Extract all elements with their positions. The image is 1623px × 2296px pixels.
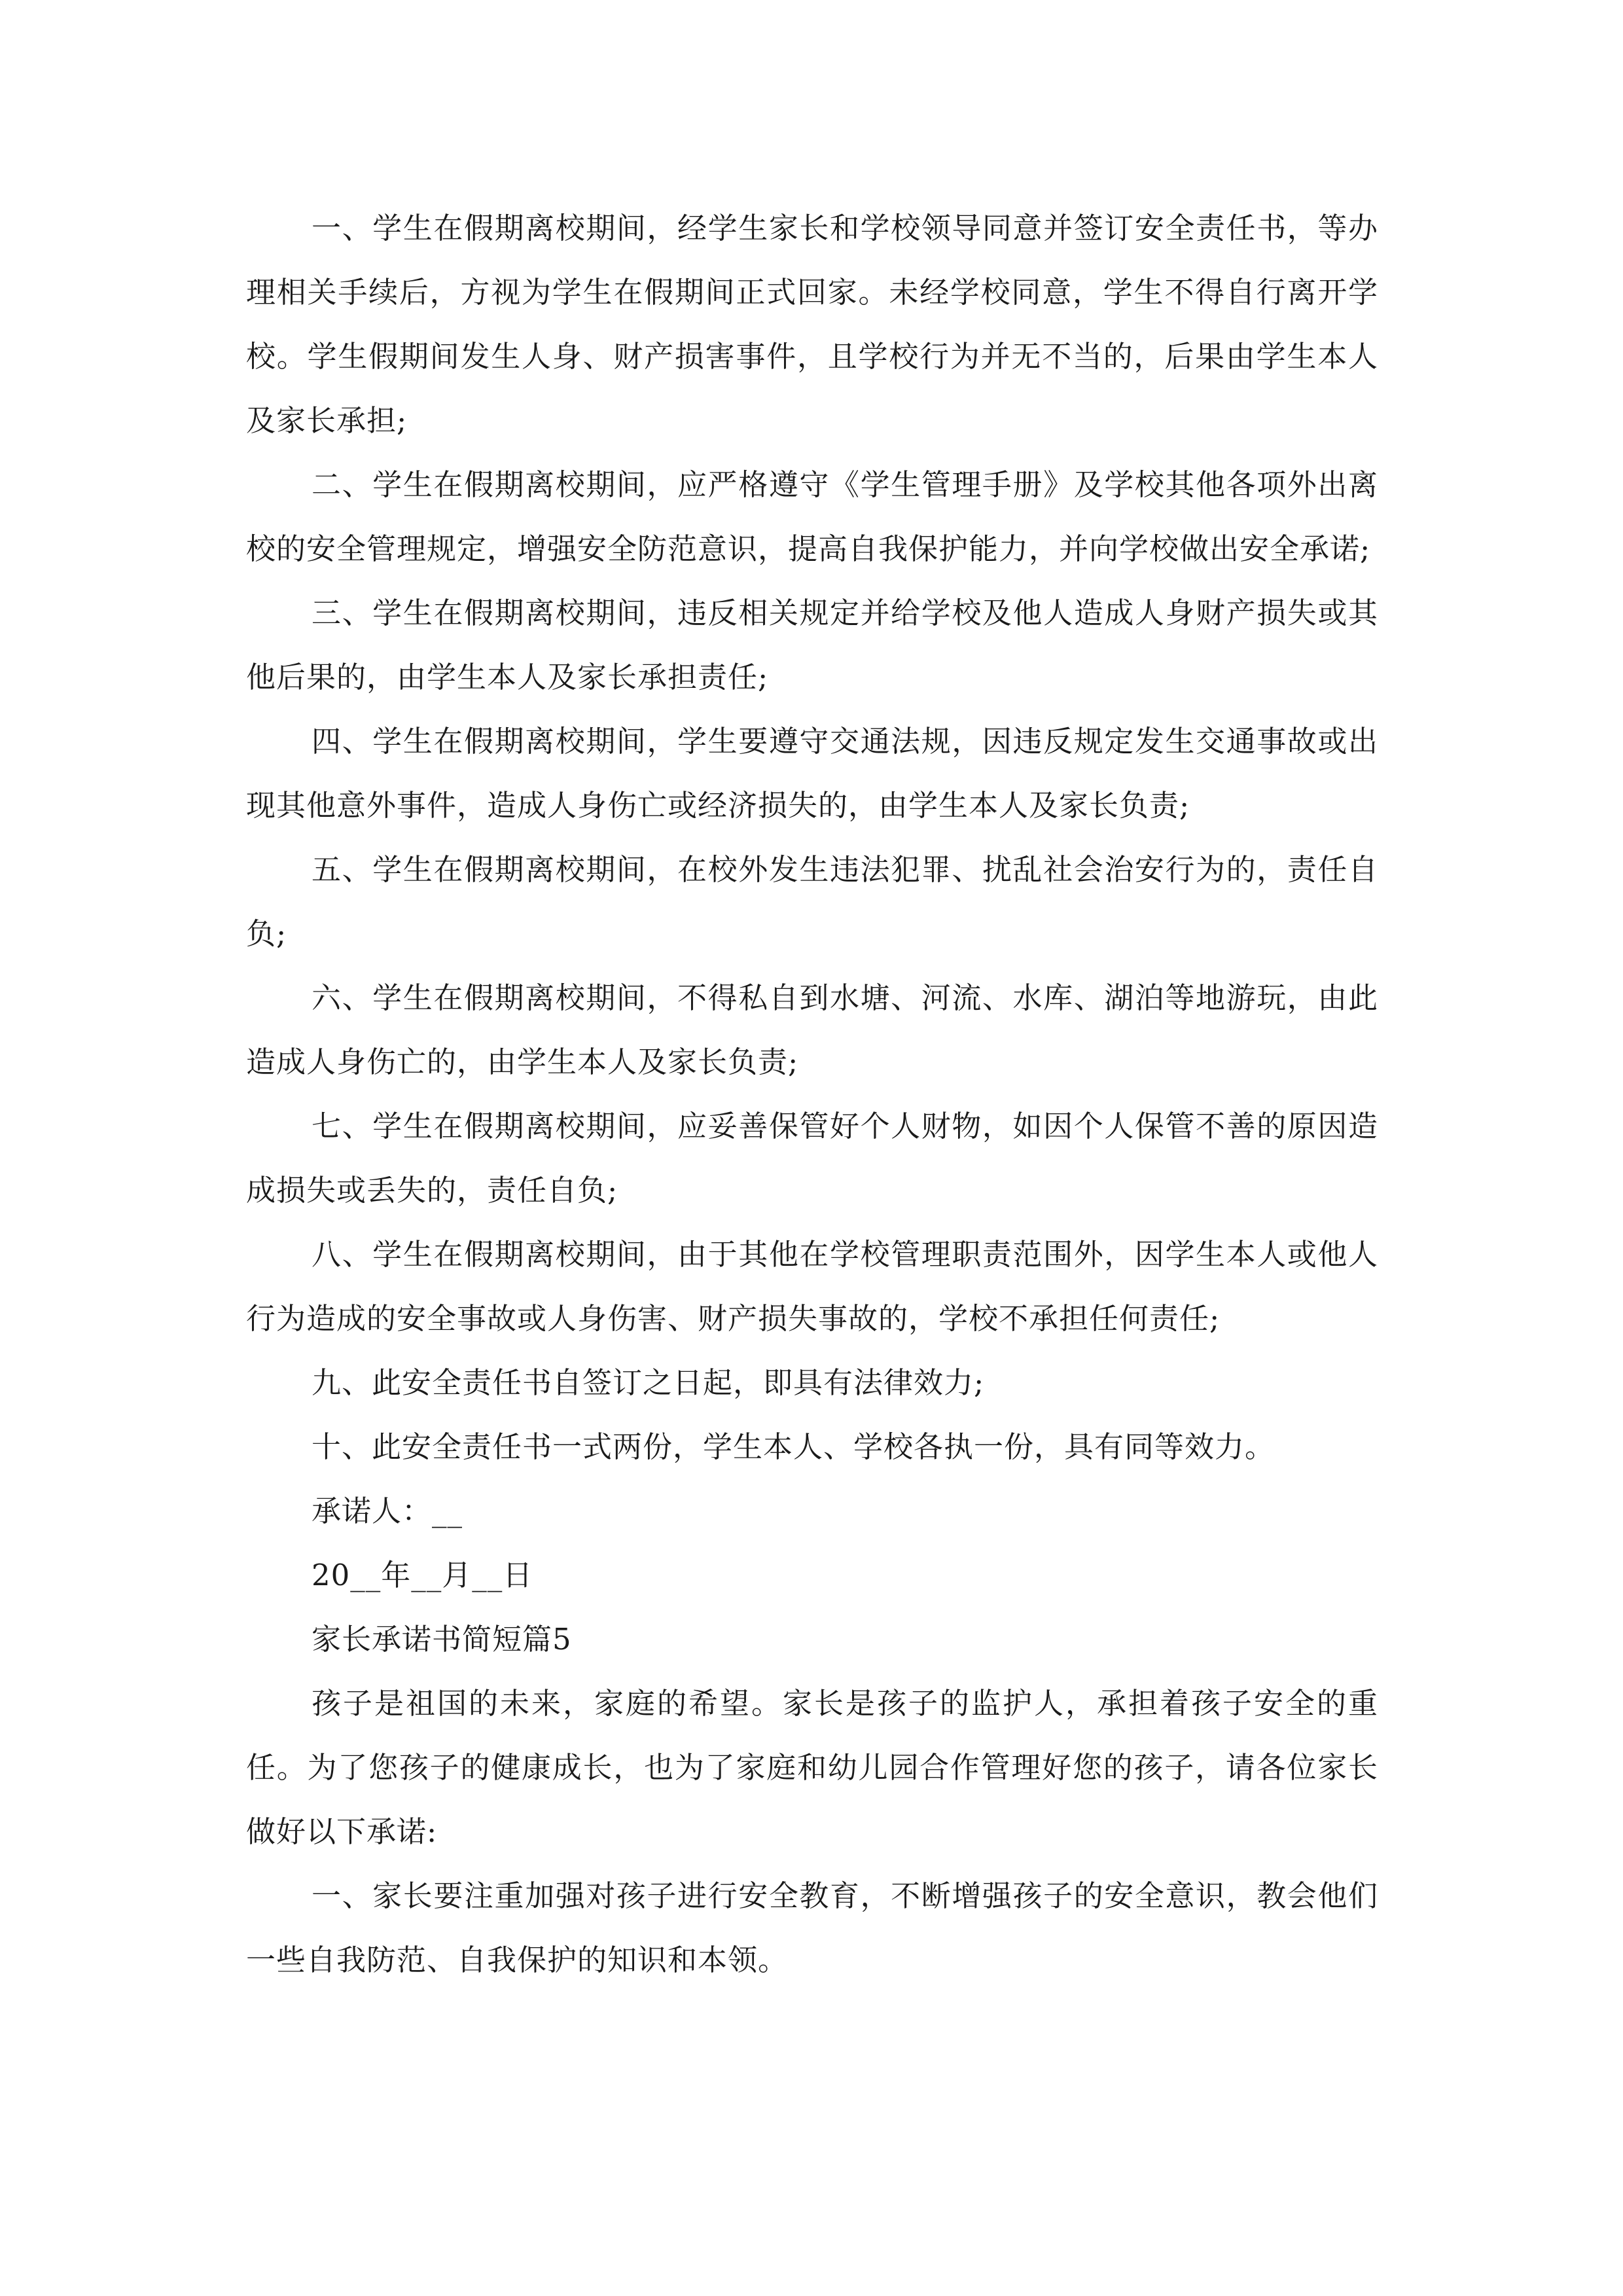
paragraph-rule-5: 五、学生在假期离校期间，在校外发生违法犯罪、扰乱社会治安行为的，责任自负; bbox=[246, 852, 1378, 951]
paragraph-rule-6: 六、学生在假期离校期间，不得私自到水塘、河流、水库、湖泊等地游玩，由此造成人身伤亡的，由学生本人及家长负责; bbox=[246, 980, 1378, 1079]
document-body bbox=[246, 196, 1378, 1992]
paragraph-commitment-1: 一、家长要注重加强对孩子进行安全教育，不断增强孩子的安全意识，教会他们一些自我防范、自我保护的知识和本领。 bbox=[246, 1878, 1378, 1977]
date-line: 20__年__月__日 bbox=[312, 1558, 533, 1592]
paragraph-rule-2: 二、学生在假期离校期间，应严格遵守《学生管理手册》及学校其他各项外出离校的安全管理规定，增强安全防范意识，提高自我保护能力，并向学校做出安全承诺; bbox=[246, 467, 1378, 566]
paragraph-rule-3: 三、学生在假期离校期间，违反相关规定并给学校及他人造成人身财产损失或其他后果的，由学生本人及家长承担责任; bbox=[246, 596, 1378, 694]
paragraph-intro: 孩子是祖国的未来，家庭的希望。家长是孩子的监护人，承担着孩子安全的重任。为了您孩子的健康成长，也为了家庭和幼儿园合作管理好您的孩子，请各位家长做好以下承诺: bbox=[246, 1686, 1378, 1849]
paragraph-rule-7: 七、学生在假期离校期间，应妥善保管好个人财物，如因个人保管不善的原因造成损失或丢失的，责任自负; bbox=[246, 1109, 1378, 1208]
signature-line: 承诺人：__ bbox=[312, 1494, 463, 1528]
section-title: 家长承诺书简短篇5 bbox=[312, 1622, 572, 1657]
paragraph-rule-8: 八、学生在假期离校期间，由于其他在学校管理职责范围外，因学生本人或他人行为造成的安全事故或人身伤害、财产损失事故的，学校不承担任何责任; bbox=[246, 1237, 1378, 1336]
paragraph-rule-9: 九、此安全责任书自签订之日起，即具有法律效力; bbox=[312, 1365, 985, 1400]
paragraph-rule-10: 十、此安全责任书一式两份，学生本人、学校各执一份，具有同等效力。 bbox=[312, 1429, 1275, 1464]
paragraph-rule-1: 一、学生在假期离校期间，经学生家长和学校领导同意并签订安全责任书，等办理相关手续后，方视为学生在假期间正式回家。未经学校同意，学生不得自行离开学校。学生假期间发生人身、财产损害事件，且学校行为并无不当的，后果由学生本人及家长承担; bbox=[246, 211, 1378, 438]
paragraph-rule-4: 四、学生在假期离校期间，学生要遵守交通法规，因违反规定发生交通事故或出现其他意外事件，造成人身伤亡或经济损失的，由学生本人及家长负责; bbox=[246, 724, 1378, 823]
